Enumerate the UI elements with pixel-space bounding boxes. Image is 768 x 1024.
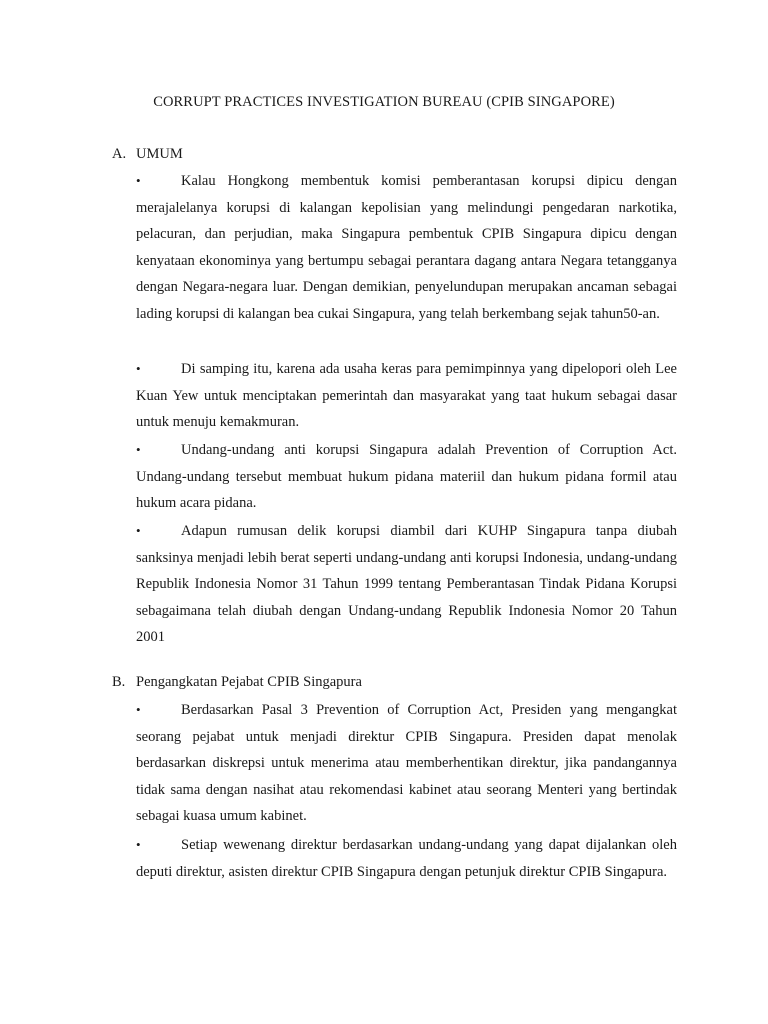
list-item <box>136 518 677 651</box>
bullet-icon: • <box>136 442 141 457</box>
list-item-text: Setiap wewenang direktur berdasarkan undang-undang yang dapat dijalankan oleh deputi direktur, asisten direktur CPIB Singapura dengan petunjuk direktur CPIB Singapura. <box>136 837 677 880</box>
list-item <box>136 356 677 436</box>
bullet-icon: • <box>136 523 141 538</box>
section-a-heading <box>112 145 183 163</box>
list-item-text: Berdasarkan Pasal 3 Prevention of Corruption Act, Presiden yang mengangkat seorang pejabat untuk menjadi direktur CPIB Singapura. Presiden dapat menolak berdasarkan diskrepsi untuk menerima atau memberhentikan direktur, jika pandangannya tidak sama dengan nasihat atau rekomendasi kabinet atau seorang Menteri yang bertindak sebagai kuasa umum kabinet. <box>136 702 677 825</box>
document-title: CORRUPT PRACTICES INVESTIGATION BUREAU (CPIB SINGAPORE) <box>153 94 615 110</box>
section-b-letter: B. <box>112 674 126 690</box>
list-item <box>136 697 677 830</box>
list-item <box>136 437 677 517</box>
list-item <box>136 168 677 328</box>
bullet-icon: • <box>136 173 141 188</box>
section-a-letter: A. <box>112 146 127 162</box>
list-item-text: Di samping itu, karena ada usaha keras para pemimpinnya yang dipelopori oleh Lee Kuan Yew untuk menciptakan pemerintah dan masyarakat yang taat hukum sebagai dasar untuk menuju kemakmuran. <box>136 361 677 431</box>
list-item-text: Adapun rumusan delik korupsi diambil dari KUHP Singapura tanpa diubah sanksinya menjadi lebih berat seperti undang-undang anti korupsi Indonesia, undang-undang Republik Indonesia Nomor 31 Tahun 1999 tentang Pemberantasan Tindak Pidana Korupsi sebagaimana telah diubah dengan Undang-undang Republik Indonesia Nomor 20 Tahun 2001 <box>136 523 677 646</box>
bullet-icon: • <box>136 702 141 717</box>
bullet-icon: • <box>136 837 141 852</box>
section-a-title: UMUM <box>136 146 183 162</box>
list-item-text: Kalau Hongkong membentuk komisi pemberantasan korupsi dipicu dengan merajalelanya korupsi di kalangan kepolisian yang melindungi pengedaran narkotika, pelacuran, dan perjudian, maka Singapura pembentuk CPIB Singapura dipicu dengan kenyataan ekonominya yang bertumpu sebagai perantara dagang antara Negara tetangganya dengan Negara-negara luar. Dengan demikian, penyelundupan merupakan ancaman sebagai lading korupsi di kalangan bea cukai Singapura, yang telah berkembang sejak tahun50-an. <box>136 173 677 322</box>
list-item-text: Undang-undang anti korupsi Singapura adalah Prevention of Corruption Act. Undang-undang tersebut membuat hukum pidana materiil dan hukum pidana formil atau hukum acara pidana. <box>136 442 677 512</box>
section-b-title: Pengangkatan Pejabat CPIB Singapura <box>136 674 362 690</box>
bullet-icon: • <box>136 361 141 376</box>
list-item <box>136 832 677 885</box>
section-b-heading <box>112 673 362 691</box>
